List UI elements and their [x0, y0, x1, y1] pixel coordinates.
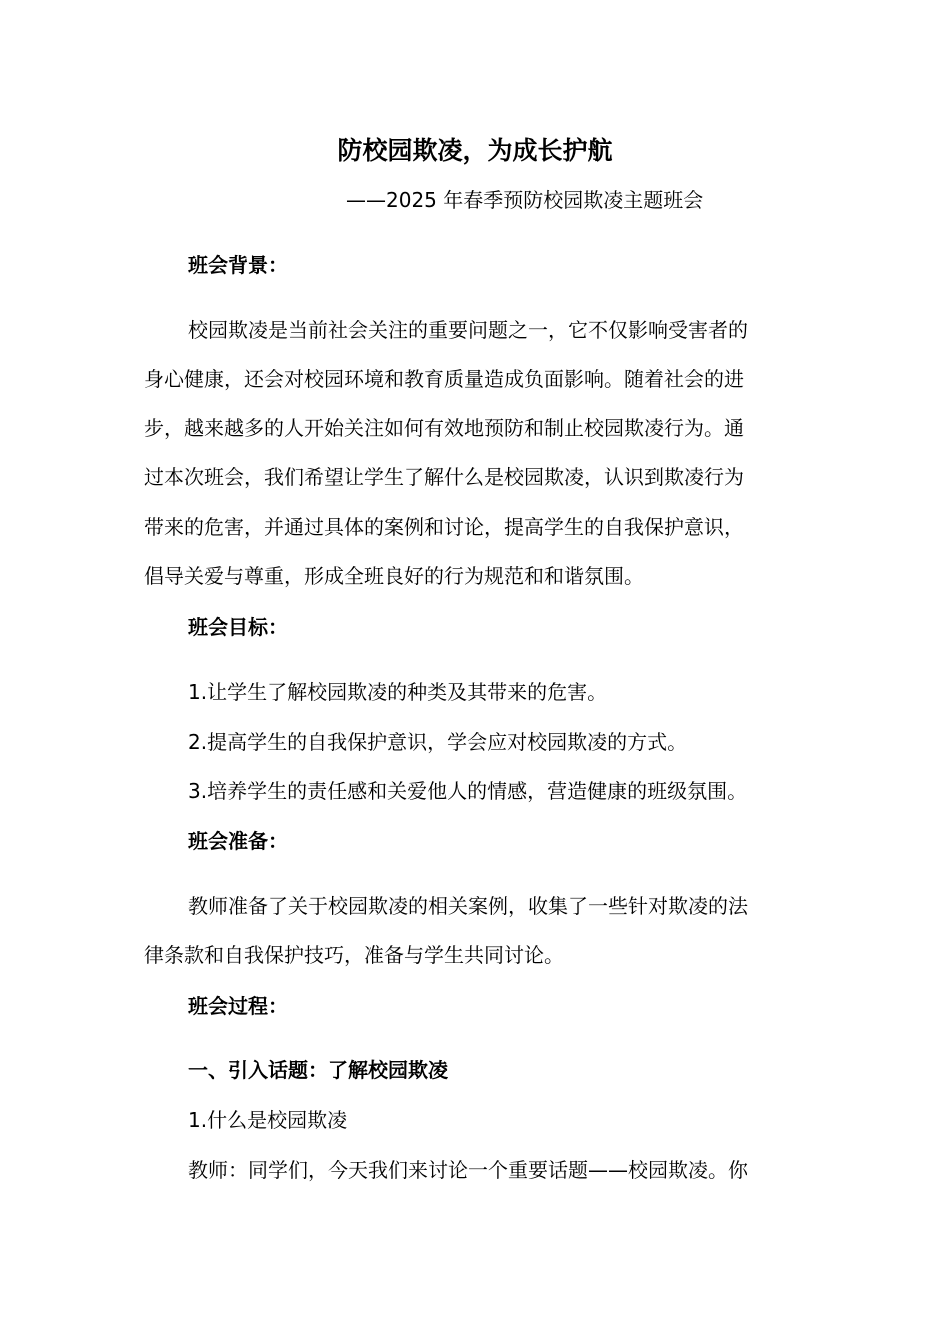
- section-heading-background: 班会背景：: [188, 253, 288, 277]
- paragraph-line: 倡导关爱与尊重，形成全班良好的行为规范和和谐氛围。: [144, 564, 644, 588]
- goal-item: 1.让学生了解校园欺凌的种类及其带来的危害。: [188, 680, 608, 704]
- paragraph-line: 过本次班会，我们希望让学生了解什么是校园欺凌，认识到欺凌行为: [144, 465, 744, 489]
- paragraph-line: 教师：同学们，今天我们来讨论一个重要话题——校园欺凌。你: [188, 1158, 748, 1182]
- paragraph-line: 身心健康，还会对校园环境和教育质量造成负面影响。随着社会的进: [144, 367, 744, 391]
- goal-item: 2.提高学生的自我保护意识，学会应对校园欺凌的方式。: [188, 730, 688, 754]
- document-title: 防校园欺凌，为成长护航: [337, 136, 613, 165]
- paragraph-line: 教师准备了关于校园欺凌的相关案例，收集了一些针对欺凌的法: [188, 894, 748, 918]
- paragraph-line: 校园欺凌是当前社会关注的重要问题之一，它不仅影响受害者的: [188, 318, 748, 342]
- goal-item: 3.培养学生的责任感和关爱他人的情感，营造健康的班级氛围。: [188, 779, 748, 803]
- subsection-heading-intro: 一、引入话题：了解校园欺凌: [188, 1058, 448, 1082]
- subsection-item: 1.什么是校园欺凌: [188, 1108, 348, 1132]
- paragraph-line: 步，越来越多的人开始关注如何有效地预防和制止校园欺凌行为。通: [144, 416, 744, 440]
- paragraph-line: 律条款和自我保护技巧，准备与学生共同讨论。: [144, 943, 564, 967]
- paragraph-line: 带来的危害，并通过具体的案例和讨论，提高学生的自我保护意识，: [144, 515, 744, 539]
- section-heading-process: 班会过程：: [188, 994, 288, 1018]
- section-heading-preparation: 班会准备：: [188, 829, 288, 853]
- section-heading-goals: 班会目标：: [188, 615, 288, 639]
- document-subtitle: ——2025 年春季预防校园欺凌主题班会: [346, 188, 704, 212]
